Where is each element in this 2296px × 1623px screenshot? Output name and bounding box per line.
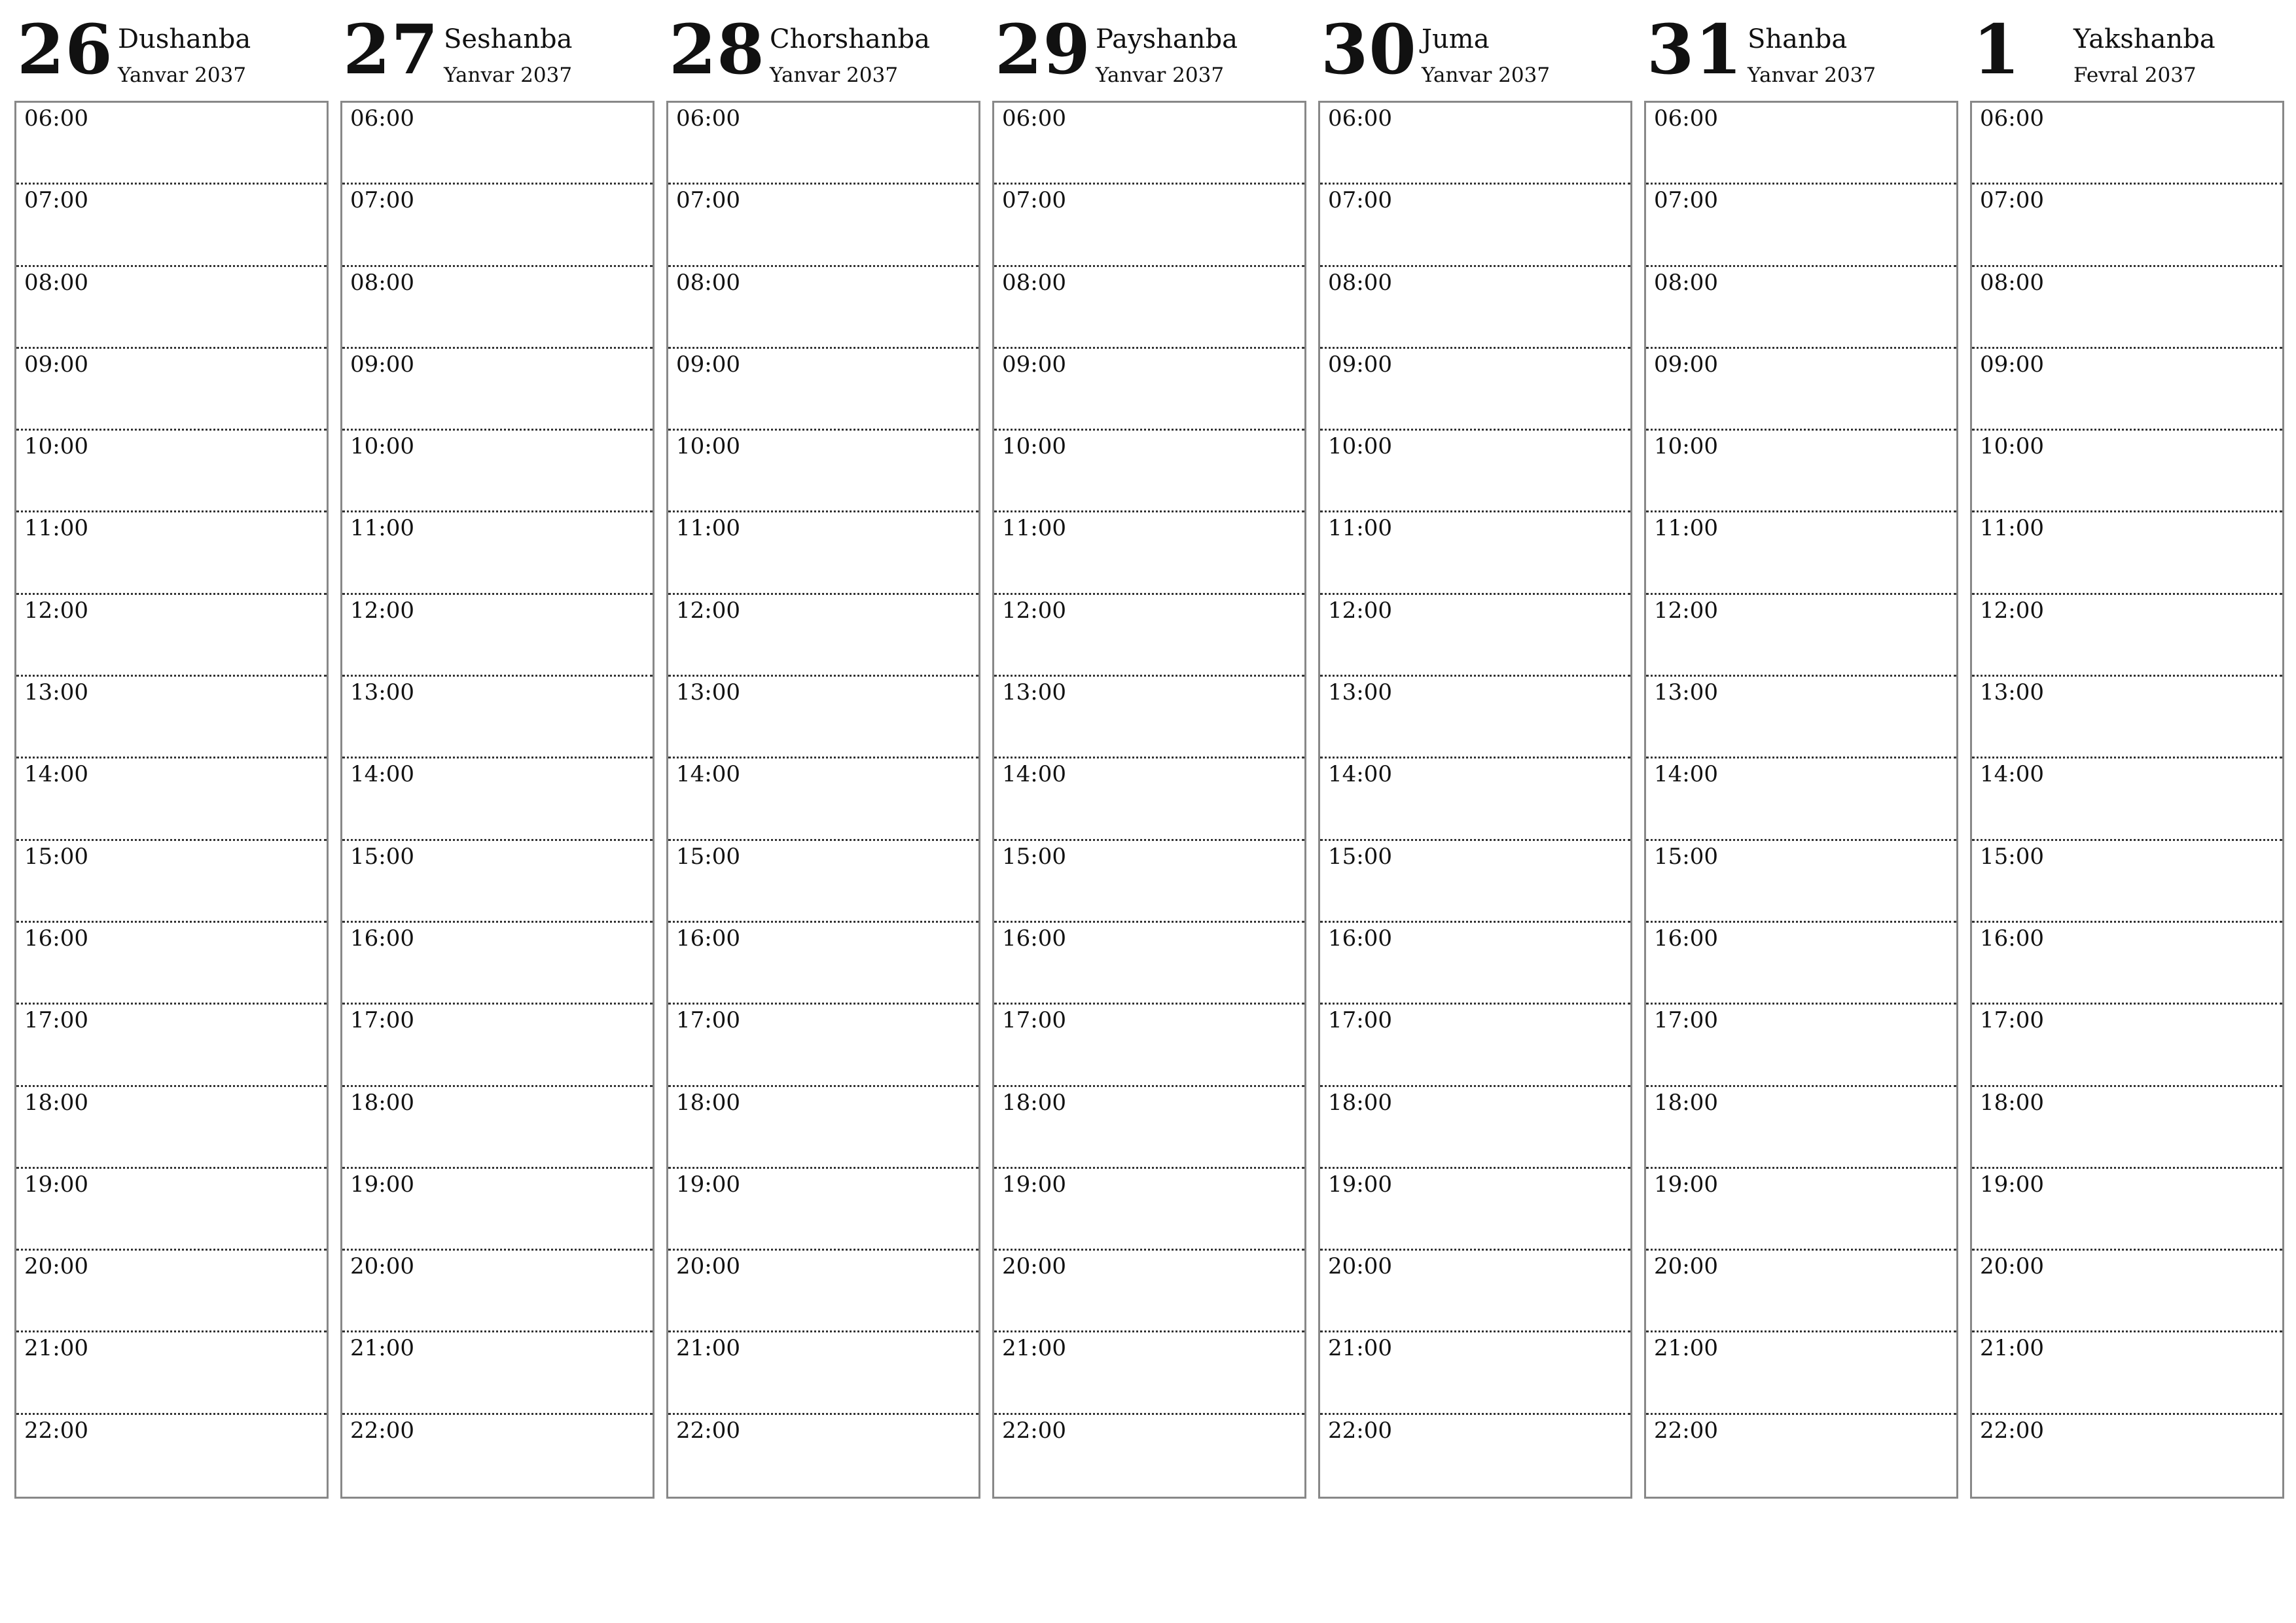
day-number: 1 [1973,9,2021,90]
time-slot[interactable] [994,1169,1304,1251]
time-slot-label: 11:00 [676,515,740,542]
time-slot-label: 19:00 [24,1171,88,1198]
time-slot-label: 14:00 [350,761,414,788]
time-slot-label: 10:00 [676,433,740,460]
time-slot[interactable] [1646,923,1956,1005]
time-slot[interactable] [668,267,978,349]
time-slot[interactable] [668,512,978,594]
time-slot[interactable] [342,841,653,923]
time-slot[interactable] [1646,677,1956,758]
time-slot-label: 18:00 [24,1089,88,1116]
time-slot[interactable] [1972,185,2282,266]
time-slot-grid [992,101,1306,1499]
time-slot[interactable] [1320,267,1630,349]
time-slot[interactable] [994,595,1304,677]
time-slot-label: 15:00 [350,843,414,870]
day-header [1970,0,2283,98]
time-slot-label: 16:00 [350,925,414,952]
time-slot[interactable] [668,103,978,185]
time-slot[interactable] [994,1087,1304,1169]
time-slot-label: 06:00 [1654,105,1718,132]
time-slot-label: 08:00 [1654,269,1718,296]
time-slot[interactable] [1972,1332,2282,1414]
day-header [1644,0,1957,98]
time-slot-label: 17:00 [1328,1007,1392,1034]
time-slot[interactable] [342,1332,653,1414]
time-slot-label: 20:00 [1328,1253,1392,1280]
time-slot-label: 20:00 [1654,1253,1718,1280]
time-slot-label: 20:00 [1980,1253,2044,1280]
time-slot[interactable] [16,512,327,594]
time-slot-label: 12:00 [24,597,88,624]
time-slot[interactable] [1320,1332,1630,1414]
day-name: Chorshanba [770,24,930,54]
time-slot[interactable] [1972,267,2282,349]
time-slot-label: 15:00 [1002,843,1066,870]
time-slot-label: 21:00 [1654,1335,1718,1362]
time-slot-label: 21:00 [676,1335,740,1362]
time-slot-label: 14:00 [1654,761,1718,788]
day-month: Yanvar 2037 [1096,63,1225,87]
time-slot-label: 16:00 [1328,925,1392,952]
time-slot[interactable] [994,185,1304,266]
time-slot[interactable] [1320,841,1630,923]
time-slot-label: 21:00 [1980,1335,2044,1362]
day-number: 29 [995,9,1091,90]
day-month: Yanvar 2037 [444,63,573,87]
time-slot[interactable] [342,677,653,758]
time-slot[interactable] [668,1332,978,1414]
day-column [1970,0,2283,1499]
time-slot[interactable] [994,1415,1304,1497]
time-slot[interactable] [16,1005,327,1086]
time-slot[interactable] [994,431,1304,512]
time-slot[interactable] [1320,185,1630,266]
day-header [1318,0,1631,98]
time-slot[interactable] [668,1087,978,1169]
time-slot-label: 13:00 [1654,679,1718,706]
time-slot-label: 13:00 [350,679,414,706]
time-slot[interactable] [668,758,978,840]
time-slot[interactable] [16,841,327,923]
time-slot-label: 18:00 [1980,1089,2044,1116]
time-slot-label: 18:00 [676,1089,740,1116]
time-slot[interactable] [1972,103,2282,185]
time-slot[interactable] [994,677,1304,758]
time-slot-label: 07:00 [1980,187,2044,214]
time-slot[interactable] [342,1005,653,1086]
time-slot[interactable] [342,758,653,840]
time-slot[interactable] [16,185,327,266]
time-slot-label: 14:00 [676,761,740,788]
time-slot-label: 09:00 [1002,351,1066,378]
time-slot-label: 15:00 [676,843,740,870]
time-slot-label: 09:00 [1980,351,2044,378]
time-slot[interactable] [994,758,1304,840]
time-slot[interactable] [668,595,978,677]
time-slot-label: 17:00 [24,1007,88,1034]
day-name: Juma [1422,24,1490,54]
time-slot[interactable] [1646,1087,1956,1169]
time-slot[interactable] [342,1169,653,1251]
time-slot-label: 21:00 [1328,1335,1392,1362]
time-slot-label: 13:00 [676,679,740,706]
time-slot[interactable] [1646,1251,1956,1332]
time-slot-label: 12:00 [1654,597,1718,624]
time-slot-label: 22:00 [350,1417,414,1444]
time-slot-label: 20:00 [1002,1253,1066,1280]
time-slot-label: 10:00 [24,433,88,460]
time-slot-label: 14:00 [1980,761,2044,788]
time-slot[interactable] [1646,185,1956,266]
time-slot-label: 18:00 [1002,1089,1066,1116]
time-slot-label: 11:00 [1654,515,1718,542]
time-slot[interactable] [1320,595,1630,677]
time-slot-label: 19:00 [1980,1171,2044,1198]
time-slot-label: 13:00 [1328,679,1392,706]
time-slot[interactable] [1646,512,1956,594]
time-slot-label: 18:00 [1654,1089,1718,1116]
time-slot-label: 15:00 [24,843,88,870]
day-name: Yakshanba [2073,24,2215,54]
time-slot[interactable] [1646,841,1956,923]
day-month: Yanvar 2037 [118,63,247,87]
time-slot-label: 10:00 [1980,433,2044,460]
time-slot[interactable] [1320,758,1630,840]
time-slot-label: 07:00 [676,187,740,214]
time-slot-label: 07:00 [1002,187,1066,214]
time-slot[interactable] [342,512,653,594]
time-slot-grid [340,101,655,1499]
time-slot[interactable] [16,431,327,512]
time-slot-label: 22:00 [676,1417,740,1444]
time-slot-grid [1318,101,1632,1499]
time-slot[interactable] [1320,512,1630,594]
time-slot[interactable] [342,1087,653,1169]
time-slot[interactable] [1320,1415,1630,1497]
time-slot-label: 09:00 [24,351,88,378]
time-slot-label: 11:00 [350,515,414,542]
day-column [14,0,327,1499]
time-slot-label: 22:00 [24,1417,88,1444]
day-month: Yanvar 2037 [1748,63,1876,87]
time-slot[interactable] [994,267,1304,349]
time-slot[interactable] [1646,758,1956,840]
time-slot[interactable] [1972,677,2282,758]
day-month: Fevral 2037 [2073,63,2197,87]
time-slot-label: 10:00 [1328,433,1392,460]
day-column [666,0,979,1499]
time-slot-label: 22:00 [1980,1417,2044,1444]
time-slot[interactable] [1972,431,2282,512]
time-slot-label: 12:00 [676,597,740,624]
time-slot[interactable] [1320,677,1630,758]
time-slot[interactable] [1972,1251,2282,1332]
time-slot[interactable] [994,1005,1304,1086]
time-slot[interactable] [1320,1251,1630,1332]
time-slot-label: 10:00 [1002,433,1066,460]
time-slot-label: 08:00 [24,269,88,296]
time-slot-label: 19:00 [350,1171,414,1198]
time-slot[interactable] [1320,103,1630,185]
time-slot[interactable] [994,923,1304,1005]
day-name: Payshanba [1096,24,1238,54]
time-slot-label: 19:00 [676,1171,740,1198]
time-slot-label: 21:00 [350,1335,414,1362]
time-slot-label: 17:00 [676,1007,740,1034]
time-slot[interactable] [668,185,978,266]
time-slot-label: 20:00 [676,1253,740,1280]
time-slot[interactable] [1646,595,1956,677]
time-slot-label: 18:00 [350,1089,414,1116]
time-slot[interactable] [994,512,1304,594]
time-slot-label: 17:00 [1654,1007,1718,1034]
time-slot[interactable] [16,1415,327,1497]
time-slot[interactable] [1646,349,1956,431]
time-slot-label: 22:00 [1002,1417,1066,1444]
time-slot[interactable] [342,1415,653,1497]
time-slot-label: 15:00 [1980,843,2044,870]
time-slot[interactable] [16,267,327,349]
day-name: Dushanba [118,24,251,54]
day-header [666,0,979,98]
time-slot-label: 18:00 [1328,1089,1392,1116]
time-slot-label: 10:00 [1654,433,1718,460]
time-slot[interactable] [668,349,978,431]
day-name: Shanba [1748,24,1848,54]
day-header [340,0,653,98]
time-slot[interactable] [16,1251,327,1332]
time-slot-label: 11:00 [1002,515,1066,542]
time-slot[interactable] [668,431,978,512]
time-slot[interactable] [342,267,653,349]
time-slot-label: 16:00 [676,925,740,952]
time-slot-label: 11:00 [24,515,88,542]
time-slot-label: 11:00 [1328,515,1392,542]
time-slot[interactable] [994,1332,1304,1414]
time-slot[interactable] [1972,1415,2282,1497]
time-slot[interactable] [668,677,978,758]
day-number: 30 [1321,9,1417,90]
time-slot-grid [14,101,329,1499]
day-month: Yanvar 2037 [770,63,899,87]
time-slot-label: 10:00 [350,433,414,460]
time-slot-label: 22:00 [1654,1417,1718,1444]
time-slot-label: 16:00 [1980,925,2044,952]
day-header [14,0,327,98]
time-slot-label: 13:00 [24,679,88,706]
time-slot-label: 09:00 [1654,351,1718,378]
time-slot-grid [1970,101,2284,1499]
time-slot[interactable] [1646,1005,1956,1086]
time-slot-label: 15:00 [1328,843,1392,870]
day-column [1644,0,1957,1499]
weekly-planner [14,0,2283,1499]
time-slot[interactable] [1972,595,2282,677]
time-slot-label: 06:00 [1328,105,1392,132]
time-slot[interactable] [16,758,327,840]
time-slot[interactable] [342,1251,653,1332]
time-slot-label: 08:00 [350,269,414,296]
time-slot-label: 21:00 [24,1335,88,1362]
time-slot-label: 08:00 [676,269,740,296]
time-slot[interactable] [1646,1169,1956,1251]
day-name: Seshanba [444,24,573,54]
time-slot[interactable] [1972,1169,2282,1251]
time-slot[interactable] [668,923,978,1005]
time-slot-label: 16:00 [1654,925,1718,952]
time-slot[interactable] [1320,923,1630,1005]
time-slot-label: 14:00 [24,761,88,788]
time-slot[interactable] [668,1005,978,1086]
time-slot-label: 07:00 [1328,187,1392,214]
day-month: Yanvar 2037 [1422,63,1551,87]
time-slot[interactable] [668,1169,978,1251]
time-slot[interactable] [342,595,653,677]
time-slot[interactable] [1972,512,2282,594]
day-number: 31 [1647,9,1743,90]
time-slot-label: 13:00 [1002,679,1066,706]
day-column [1318,0,1631,1499]
day-column [340,0,653,1499]
time-slot-label: 07:00 [1654,187,1718,214]
time-slot-label: 09:00 [1328,351,1392,378]
time-slot-label: 14:00 [1328,761,1392,788]
time-slot-grid [666,101,980,1499]
time-slot[interactable] [1972,758,2282,840]
time-slot[interactable] [994,349,1304,431]
day-number: 26 [17,9,113,90]
time-slot-label: 06:00 [1002,105,1066,132]
time-slot[interactable] [16,677,327,758]
time-slot-label: 16:00 [24,925,88,952]
time-slot[interactable] [668,841,978,923]
time-slot[interactable] [342,103,653,185]
time-slot-label: 14:00 [1002,761,1066,788]
time-slot-label: 21:00 [1002,1335,1066,1362]
time-slot[interactable] [16,1169,327,1251]
time-slot-label: 09:00 [350,351,414,378]
time-slot-label: 19:00 [1654,1171,1718,1198]
time-slot-label: 15:00 [1654,843,1718,870]
time-slot[interactable] [994,103,1304,185]
time-slot-label: 08:00 [1328,269,1392,296]
time-slot[interactable] [1320,1169,1630,1251]
time-slot[interactable] [1646,1415,1956,1497]
time-slot-label: 13:00 [1980,679,2044,706]
time-slot[interactable] [1972,1005,2282,1086]
time-slot[interactable] [1320,349,1630,431]
time-slot[interactable] [342,185,653,266]
time-slot-label: 17:00 [1980,1007,2044,1034]
time-slot-label: 07:00 [350,187,414,214]
time-slot-label: 22:00 [1328,1417,1392,1444]
time-slot[interactable] [1646,103,1956,185]
time-slot-label: 17:00 [1002,1007,1066,1034]
time-slot-label: 17:00 [350,1007,414,1034]
time-slot[interactable] [1646,1332,1956,1414]
time-slot-label: 11:00 [1980,515,2044,542]
time-slot[interactable] [16,103,327,185]
time-slot-label: 12:00 [350,597,414,624]
time-slot[interactable] [16,595,327,677]
time-slot[interactable] [668,1251,978,1332]
time-slot-label: 12:00 [1980,597,2044,624]
time-slot-label: 08:00 [1002,269,1066,296]
time-slot[interactable] [342,923,653,1005]
day-number: 27 [343,9,439,90]
time-slot[interactable] [1972,349,2282,431]
time-slot-label: 19:00 [1328,1171,1392,1198]
time-slot-label: 12:00 [1002,597,1066,624]
time-slot[interactable] [994,1251,1304,1332]
time-slot[interactable] [1972,923,2282,1005]
time-slot-label: 06:00 [24,105,88,132]
time-slot[interactable] [1320,1005,1630,1086]
time-slot-label: 12:00 [1328,597,1392,624]
time-slot[interactable] [668,1415,978,1497]
time-slot-label: 20:00 [350,1253,414,1280]
time-slot[interactable] [994,841,1304,923]
time-slot[interactable] [16,1332,327,1414]
day-header [992,0,1305,98]
time-slot-label: 16:00 [1002,925,1066,952]
time-slot[interactable] [1646,267,1956,349]
time-slot[interactable] [1972,841,2282,923]
time-slot[interactable] [1972,1087,2282,1169]
time-slot[interactable] [1320,1087,1630,1169]
time-slot[interactable] [16,923,327,1005]
day-column [992,0,1305,1499]
time-slot-label: 06:00 [350,105,414,132]
time-slot[interactable] [342,349,653,431]
time-slot-label: 19:00 [1002,1171,1066,1198]
time-slot[interactable] [342,431,653,512]
time-slot-label: 06:00 [1980,105,2044,132]
time-slot[interactable] [16,1087,327,1169]
time-slot[interactable] [1320,431,1630,512]
time-slot-label: 09:00 [676,351,740,378]
time-slot-label: 20:00 [24,1253,88,1280]
time-slot-label: 07:00 [24,187,88,214]
time-slot-label: 06:00 [676,105,740,132]
time-slot[interactable] [16,349,327,431]
day-number: 28 [669,9,765,90]
time-slot-label: 08:00 [1980,269,2044,296]
time-slot[interactable] [1646,431,1956,512]
time-slot-grid [1644,101,1958,1499]
